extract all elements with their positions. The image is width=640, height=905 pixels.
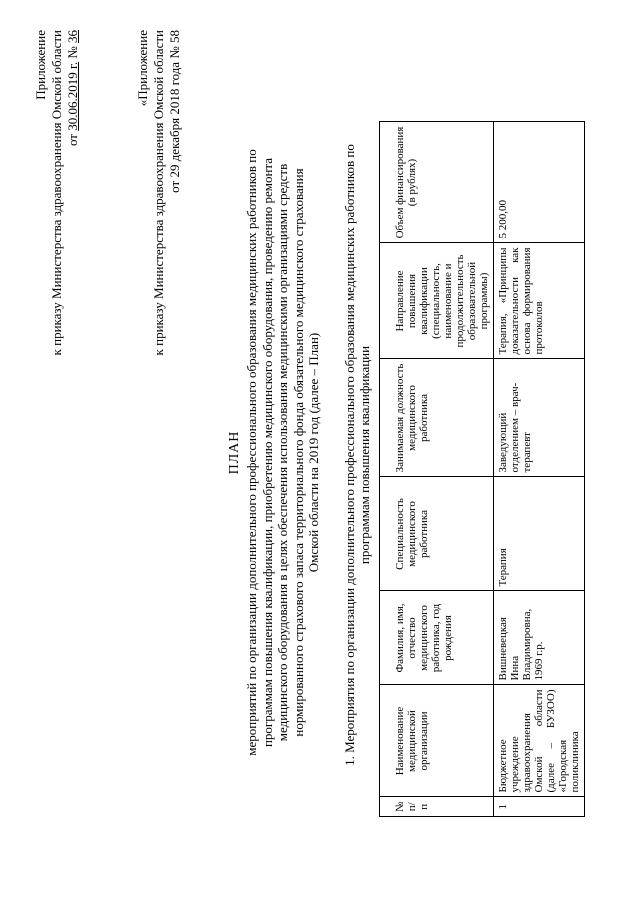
plan-description [244,0,322,905]
plan-title: ПЛАН [227,430,242,475]
plan-line: программам повышения квалификации, приобретению медицинского оборудования, проведению ремонта [259,157,275,748]
order-date-line [65,30,81,905]
cell-specialty: Терапия [494,477,585,591]
order-number: 36 [65,30,80,43]
cell-funding: 5 200,00 [494,122,585,243]
cell-direction: Терапия, «Принципы доказательности как основа формирования протоколов [494,243,585,359]
table-header-row [380,122,494,817]
prior-order-reference: к приказу Министерства здравоохранения Омской области [151,30,166,356]
section-heading [342,85,372,825]
header-cell-funding: Объем финансирования (в рублях) [380,122,494,243]
training-table [379,122,585,818]
appendix-header [33,30,103,905]
order-date: 30.06.2019 г. [65,61,80,131]
cell-number: 1 [494,797,585,817]
header-cell-organization: Наименование медицинской организации [380,685,494,797]
order-number-label: № [65,46,80,59]
prior-appendix-title: «Приложение [135,30,150,107]
plan-line: мероприятий по организации дополнительного профессионального образования медицинских работников по [244,149,259,756]
plan-line: медицинского оборудования в целях обеспечения использования медицинскими организациями средств [275,163,291,742]
section-heading-line: 1. Мероприятия по организации дополнительного профессионального образования медицинских работников по [342,144,357,766]
header-cell-position: Занимаемая должность медицинского работника [380,359,494,477]
appendix-title: Приложение [33,30,48,100]
plan-line: Омской области на 2019 год (далее – План) [306,332,322,573]
header-cell-direction: Направление повышения квалификации (специальность, наименование и продолжительность образовательной программы) [380,243,494,359]
header-cell-specialty: Специальность медицинского работника [380,477,494,591]
table-row [494,122,585,817]
prior-order-date: от 29 декабря 2018 года № 58 [167,30,182,193]
order-reference: к приказу Министерства здравоохранения Омской области [49,30,64,356]
order-date-prefix: от [65,134,80,147]
cell-full-name: Вишневецкая Инна Владимировна, 1969 г.р. [494,591,585,685]
header-cell-full-name: Фамилия, имя, отчество медицинского работника, год рождения [380,591,494,685]
prior-appendix-header [135,30,205,905]
cell-position: Заведующий отделением – врач-терапевт [494,359,585,477]
cell-organization: Бюджетное учреждение здравоохранения Омской области (далее – БУЗОО) «Городская поликлиника [494,685,585,797]
plan-line: нормированного страхового запаса территориального фонда обязательного медицинского страхования [290,168,306,737]
header-cell-number: № п/п [380,797,494,817]
section-heading-line: программам повышения квалификации [357,345,372,565]
